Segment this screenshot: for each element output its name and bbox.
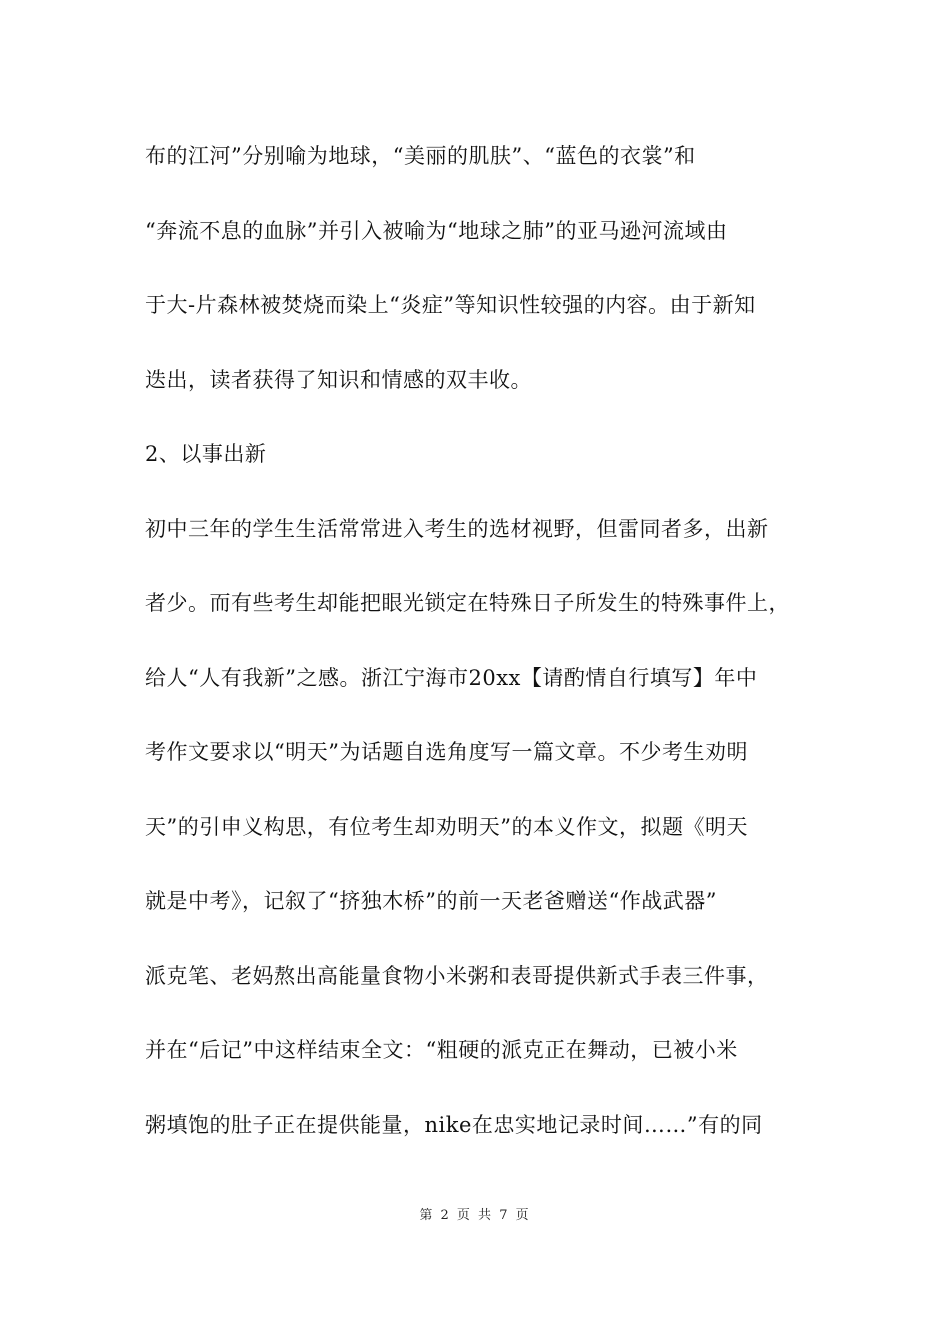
text-line: 派克笔、老妈熬出高能量食物小米粥和表哥提供新式手表三件事， — [145, 963, 769, 988]
text-line: 初中三年的学生生活常常进入考生的选材视野，但雷同者多，出新 — [145, 516, 769, 541]
text-line: 并在“后记”中这样结束全文：“粗硬的派克正在舞动，已被小米 — [145, 1038, 738, 1062]
text-line: 迭出，读者获得了知识和情感的双丰收。 — [145, 367, 532, 392]
document-body — [145, 136, 820, 1179]
text-line: 粥填饱的肚子正在提供能量，nike在忠实地记录时间……”有的同 — [145, 1112, 763, 1137]
text-line: 天”的引申义构思，有位考生却劝明天”的本义作文，拟题《明天 — [145, 814, 748, 839]
text-line: 于大-片森林被焚烧而染上“炎症”等知识性较强的内容。由于新知 — [145, 293, 756, 317]
text-line: 考作文要求以“明天”为话题自选角度写一篇文章。不少考生劝明 — [145, 740, 748, 764]
text-line: 者少。而有些考生却能把眼光锁定在特殊日子所发生的特殊事件上， — [145, 591, 790, 615]
page-number-footer: 第 2 页 共 7 页 — [419, 1208, 531, 1223]
text-line: 给人“人有我新”之感。浙江宁海市20xx【请酌情自行填写】年中 — [145, 665, 758, 690]
text-line: “奔流不息的血脉”并引入被喻为“地球之肺”的亚马逊河流域由 — [145, 218, 728, 243]
text-line: 就是中考》，记叙了“挤独木桥”的前一天老爸赠送“作战武器” — [145, 889, 717, 913]
text-line: 布的江河”分别喻为地球，“美丽的肌肤”、“蓝色的衣裳”和 — [145, 144, 696, 168]
section-heading: 2、以事出新 — [145, 442, 267, 466]
